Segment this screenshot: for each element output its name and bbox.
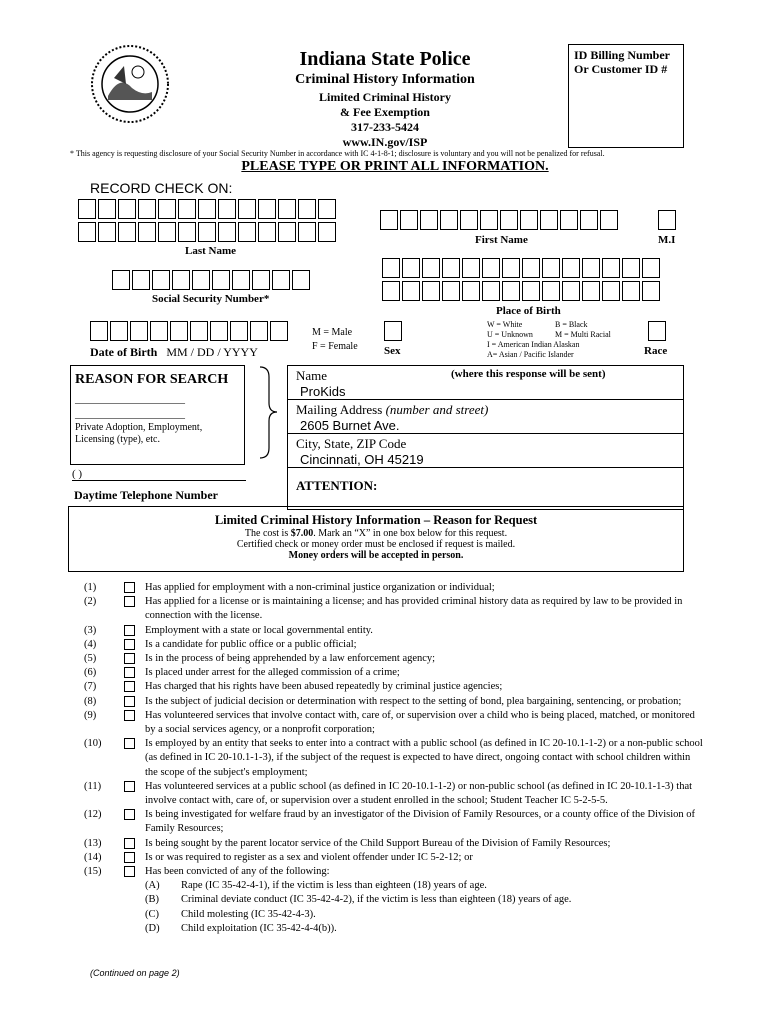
mailing-address-value: 2605 Burnet Ave. (300, 418, 400, 433)
address-box (287, 365, 684, 510)
checkbox[interactable] (124, 653, 135, 664)
reason-title: REASON FOR SEARCH (75, 372, 229, 387)
checkbox[interactable] (124, 781, 135, 792)
list-item: (15) Has been convicted of any of the following: (84, 866, 330, 878)
first-name-label: First Name (475, 234, 528, 246)
mi-box[interactable] (658, 210, 678, 230)
record-check-label: RECORD CHECK ON: (90, 180, 233, 196)
form-subtitle: Limited Criminal History & Fee Exemption 317-233-5424 www.IN.gov/ISP (319, 90, 451, 149)
dob-label-group (90, 345, 258, 360)
list-item: (3) Employment with a state or local governmental entity. (84, 624, 373, 636)
sub-item: (C) Child molesting (IC 35-42-4-3). (145, 908, 316, 920)
checkbox[interactable] (124, 696, 135, 707)
list-item: (9) Has volunteered services that involve contact with, care of, or supervision over a child who is being placed, matched, or monitored by a social services agency, or a nonprofit corporation; (84, 709, 695, 736)
city-state-zip-field[interactable]: City, State, ZIP Code Cincinnati, OH 45219 (288, 434, 683, 468)
checkbox[interactable] (124, 582, 135, 593)
accepted-line: Money orders will be accepted in person. (288, 550, 464, 561)
cost-value: $7.00 (290, 528, 314, 539)
checkbox[interactable] (124, 809, 135, 820)
race-box[interactable] (648, 321, 668, 341)
pob-label: Place of Birth (496, 305, 561, 317)
dob-format: MM / DD / YYYY (166, 345, 258, 359)
mailing-address-field[interactable]: Mailing Address (number and street) 2605 Burnet Ave. (288, 400, 683, 434)
reason-hint: Private Adoption, Employment, Licensing (type), etc. (75, 422, 203, 445)
checkbox[interactable] (124, 596, 135, 607)
list-item: (11) Has volunteered services at a public school (as defined in IC 20-10.1-1-2) or non-public school (as defined in IC 20-10.1-1-3) that involve contact with, care of, or supervision over a student enrolled in the school; Student Teacher IC 5-2-5-5. (84, 780, 693, 807)
checkbox[interactable] (124, 710, 135, 721)
sex-label: Sex (384, 345, 401, 357)
checkbox[interactable] (124, 667, 135, 678)
reason-for-search-box[interactable]: REASON FOR SEARCH ______________________ ______________________ Private Adoption, Employment, Licensing (type), etc. (70, 365, 245, 465)
list-item: (10) Is employed by an entity that seeks to enter into a contract with a public school (as defined in IC 20-10.1-1-2) or a non-public school (as defined in IC 20-10.1-1-3), if the subject of the request is expected to have direct, ongoing contact with school children within the scope of the subject's employment; (84, 738, 703, 778)
list-item: (1) Has applied for employment with a non-criminal justice organization or individual; (84, 582, 495, 593)
list-item: (6) Is placed under arrest for the alleged commission of a crime; (84, 667, 400, 679)
list-item: (8) Is the subject of judicial decision or determination with respect to the setting of bond, plea bargaining, sentencing, or probation; (84, 695, 682, 707)
name-field[interactable]: Name (where this response will be sent) ProKids (288, 366, 683, 400)
state-seal (90, 44, 170, 124)
dob-boxes[interactable] (90, 321, 290, 341)
list-item: (14) Is or was required to register as a sex and violent offender under IC 5-2-12; or (84, 851, 473, 863)
id-billing-box[interactable]: ID Billing Number Or Customer ID # (568, 44, 684, 148)
ssn-label: Social Security Number* (152, 293, 270, 305)
mi-label: M.I (658, 234, 676, 246)
list-item: (13) Is being sought by the parent locator service of the Child Support Bureau of the Division of Family Resources; (84, 837, 611, 849)
list-item: (12) Is being investigated for welfare fraud by an investigator of the Division of Family Resources, or a county office of the Division of Family Resources; (84, 809, 696, 835)
form-title: Criminal History Information (295, 72, 475, 87)
ssn-disclaimer: * This agency is requesting disclosure of your Social Security Number in accordance with IC 4-1-8-1; disclosure is voluntary and you will not be penalized for refusal. (70, 149, 605, 158)
first-name-boxes[interactable] (380, 210, 620, 230)
last-name-boxes-row2[interactable] (78, 222, 338, 242)
pob-boxes-row2[interactable] (382, 281, 662, 301)
attention-label: ATTENTION: (296, 478, 378, 493)
checkbox[interactable] (124, 866, 135, 877)
sub-item: (D) Child exploitation (IC 35-42-4-4(b)). (145, 922, 337, 934)
dob-label: Date of Birth (90, 345, 158, 359)
limited-title: Limited Criminal History Information – Reason for Request (214, 513, 538, 527)
reason-items-list (84, 581, 704, 936)
brace-icon (255, 365, 280, 465)
pob-boxes-row1[interactable] (382, 258, 662, 278)
list-item: (7) Has charged that his rights have been abused repeatedly by criminal justice agencies; (84, 681, 503, 693)
race-label: Race (644, 345, 668, 357)
phone-field[interactable]: ( ) (72, 468, 246, 481)
payment-line: Certified check or money order must be enclosed if request is mailed. (236, 539, 516, 550)
sub-item: (A) Rape (IC 35-42-4-1), if the victim is less than eighteen (18) years of age. (145, 880, 487, 892)
sex-legend: M = Male F = Female (312, 327, 358, 352)
sub-item: (B) Criminal deviate conduct (IC 35-42-4-2), if the victim is less than eighteen (18) years of age. (145, 894, 572, 906)
sex-box[interactable] (384, 321, 404, 341)
last-name-label: Last Name (185, 245, 237, 257)
agency-title: Indiana State Police (299, 48, 471, 70)
checkbox[interactable] (124, 681, 135, 692)
last-name-boxes-row1[interactable] (78, 199, 338, 219)
continued-note: (Continued on page 2) (90, 968, 180, 978)
phone-label: Daytime Telephone Number (74, 488, 218, 502)
checkbox[interactable] (124, 738, 135, 749)
checkbox[interactable] (124, 625, 135, 636)
checkbox[interactable] (124, 838, 135, 849)
list-item: (5) Is in the process of being apprehended by a law enforcement agency; (84, 653, 436, 665)
checkbox[interactable] (124, 852, 135, 863)
cost-line: The cost is $7.00. Mark an “X” in one box below for this request. (244, 528, 508, 539)
checkbox[interactable] (124, 639, 135, 650)
limited-history-box (68, 506, 684, 572)
list-item: (2) Has applied for a license or is maintaining a license; and has provided criminal history data as required by law to be provided in connection with the license. (84, 596, 683, 622)
ssn-boxes[interactable] (112, 270, 312, 290)
list-item: (4) Is a candidate for public office or a public official; (84, 638, 357, 650)
race-legend: W = White B = Black U = Unknown M = Multi Racial I = American Indian Alaskan A= Asian / Pacific Islander (487, 320, 611, 359)
name-value: ProKids (300, 384, 346, 399)
city-state-zip-value: Cincinnati, OH 45219 (300, 452, 424, 467)
instruction: PLEASE TYPE OR PRINT ALL INFORMATION. (241, 159, 549, 174)
